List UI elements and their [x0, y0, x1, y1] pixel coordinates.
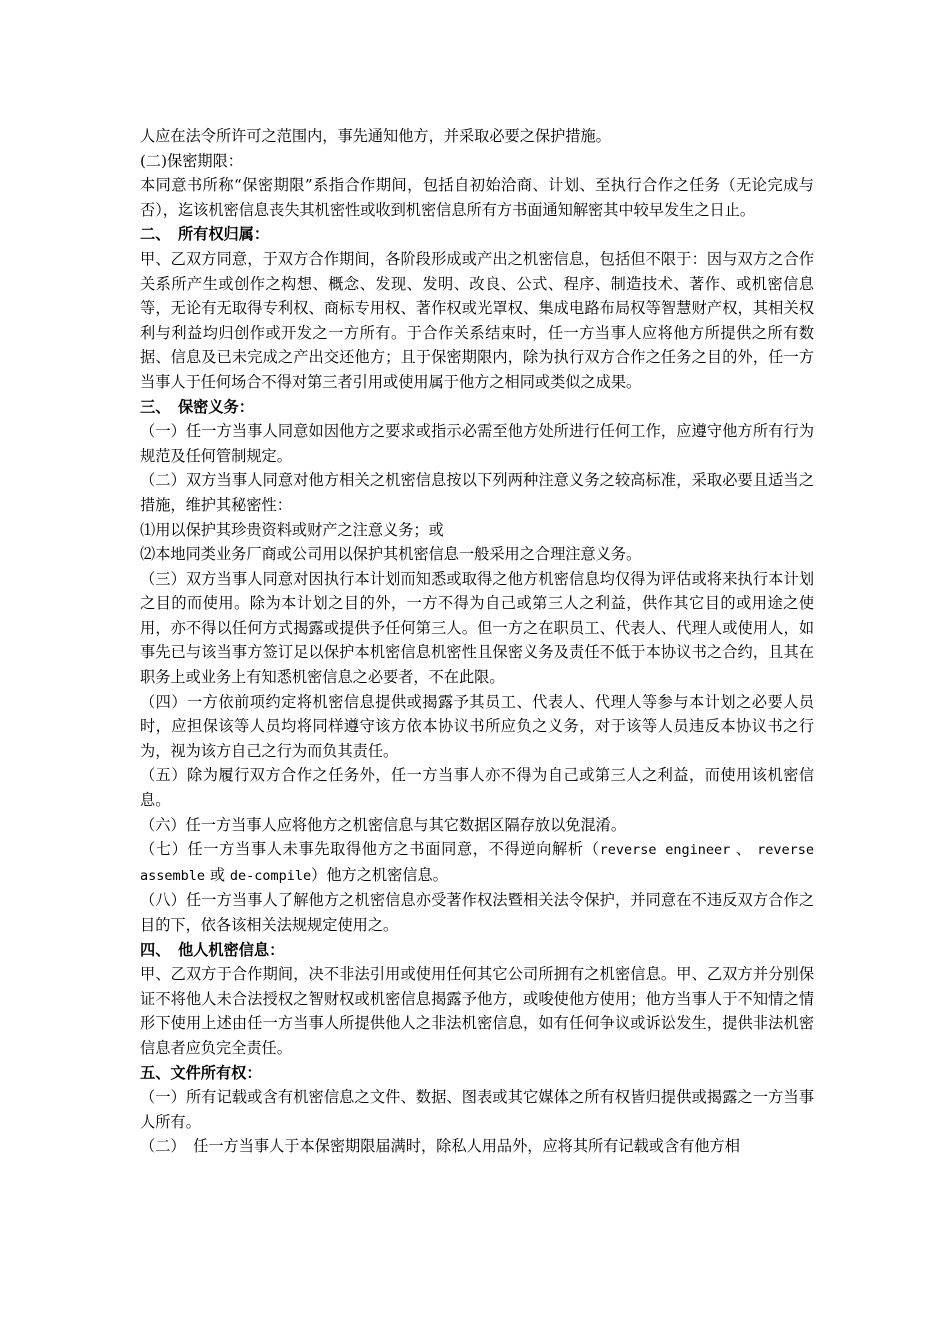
term-de-compile: de-compile	[229, 867, 312, 884]
paragraph: （二）双方当事人同意对他方相关之机密信息按以下列两种注意义务之较高标准，采取必要且适当之措施，维护其秘密性：	[140, 471, 814, 514]
paragraph: （二） 任一方当事人于本保密期限届满时，除私人用品外，应将其所有记载或含有他方相	[140, 1137, 740, 1156]
paragraph: （六）任一方当事人应将他方之机密信息与其它数据区隔存放以免混淆。	[140, 815, 626, 834]
text-run: ）他方之机密信息。	[311, 865, 448, 884]
section-subheading: (二)保密期限：	[140, 151, 243, 170]
paragraph: （一）所有记载或含有机密信息之文件、数据、图表或其它媒体之所有权皆归提供或揭露之一方当事人所有。	[140, 1088, 814, 1131]
paragraph: 本同意书所称“保密期限”系指合作期间，包括自初始洽商、计划、至执行合作之任务（无论完成与否），迄该机密信息丧失其机密性或收到机密信息所有方书面通知解密其中较早发生之日止。	[140, 176, 814, 219]
section-heading-third-party: 四、 他人机密信息：	[140, 940, 285, 959]
document-body	[140, 124, 814, 1159]
text-run: 或	[209, 865, 226, 884]
list-item: ⑵本地同类业务厂商或公司用以保护其机密信息一般采用之合理注意义务。	[140, 545, 642, 564]
text-run: 、	[735, 840, 752, 859]
paragraph: （八）任一方当事人了解他方之机密信息亦受著作权法暨相关法令保护，并同意在不违反双方合作之目的下，依各该相关法规规定使用之。	[140, 891, 814, 934]
term-reverse-engineer: reverse engineer	[599, 842, 731, 859]
term-reverse-assemble: reverse assemble	[140, 842, 815, 884]
paragraph-reverse-engineering	[140, 837, 814, 888]
section-heading-confidentiality: 三、 保密义务：	[140, 397, 254, 416]
paragraph: （五）除为履行双方合作之任务外，任一方当事人亦不得为自己或第三人之利益，而使用该机密信息。	[140, 766, 814, 810]
section-heading-document-ownership: 五、文件所有权：	[140, 1063, 262, 1082]
paragraph: 人应在法令所许可之范围内，事先通知他方，并采取必要之保护措施。	[140, 127, 611, 145]
list-item: ⑴用以保护其珍贵资料或财产之注意义务；或	[140, 520, 444, 539]
section-heading-ownership: 二、 所有权归属：	[140, 225, 270, 244]
paragraph: 甲、乙双方于合作期间，决不非法引用或使用任何其它公司所拥有之机密信息。甲、乙双方并分别保证不将他人未合法授权之智财权或机密信息揭露予他方，或唆使他方使用；他方当事人于不知情之情形下使用上述由任一方当事人所提供他人之非法机密信息，如有任何争议或诉讼发生，提供非法机密信息者应负完全责任。	[140, 965, 814, 1057]
paragraph: （四）一方依前项约定将机密信息提供或揭露予其员工、代表人、代理人等参与本计划之必要人员时，应担保该等人员均将同样遵守该方依本协议书所应负之义务，对于该等人员违反本协议书之行为，视为该方自己之行为而负其责任。	[140, 692, 814, 760]
text-run: （七）任一方当事人未事先取得他方之书面同意，不得逆向解析（	[140, 840, 600, 859]
paragraph: 甲、乙双方同意，于双方合作期间，各阶段形成或产出之机密信息，包括但不限于：因与双方之合作关系所产生或创作之构想、概念、发现、发明、改良、公式、程序、制造技术、著作、或机密信息等，无论有无取得专利权、商标专用权、著作权或光罩权、集成电路布局权等智慧财产权，其相关权利与利益均归创作或开发之一方所有。于合作关系结束时，任一方当事人应将他方所提供之所有数据、信息及已未完成之产出交还他方；且于保密期限内，除为执行双方合作之任务之目的外，任一方当事人于任何场合不得对第三者引用或使用属于他方之相同或类似之成果。	[140, 249, 814, 391]
paragraph: （一）任一方当事人同意如因他方之要求或指示必需至他方处所进行任何工作，应遵守他方所有行为规范及任何管制规定。	[140, 422, 814, 465]
paragraph: （三）双方当事人同意对因执行本计划而知悉或取得之他方机密信息均仅得为评估或将来执行本计划之目的而使用。除为本计划之目的外，一方不得为自己或第三人之利益，供作其它目的或用途之使用，亦不得以任何方式揭露或提供予任何第三人。但一方之在职员工、代表人、代理人或使用人，如事先已与该当事方签订足以保护本机密信息机密性且保密义务及责任不低于本协议书之合约，且其在职务上或业务上有知悉机密信息之必要者，不在此限。	[140, 569, 814, 687]
